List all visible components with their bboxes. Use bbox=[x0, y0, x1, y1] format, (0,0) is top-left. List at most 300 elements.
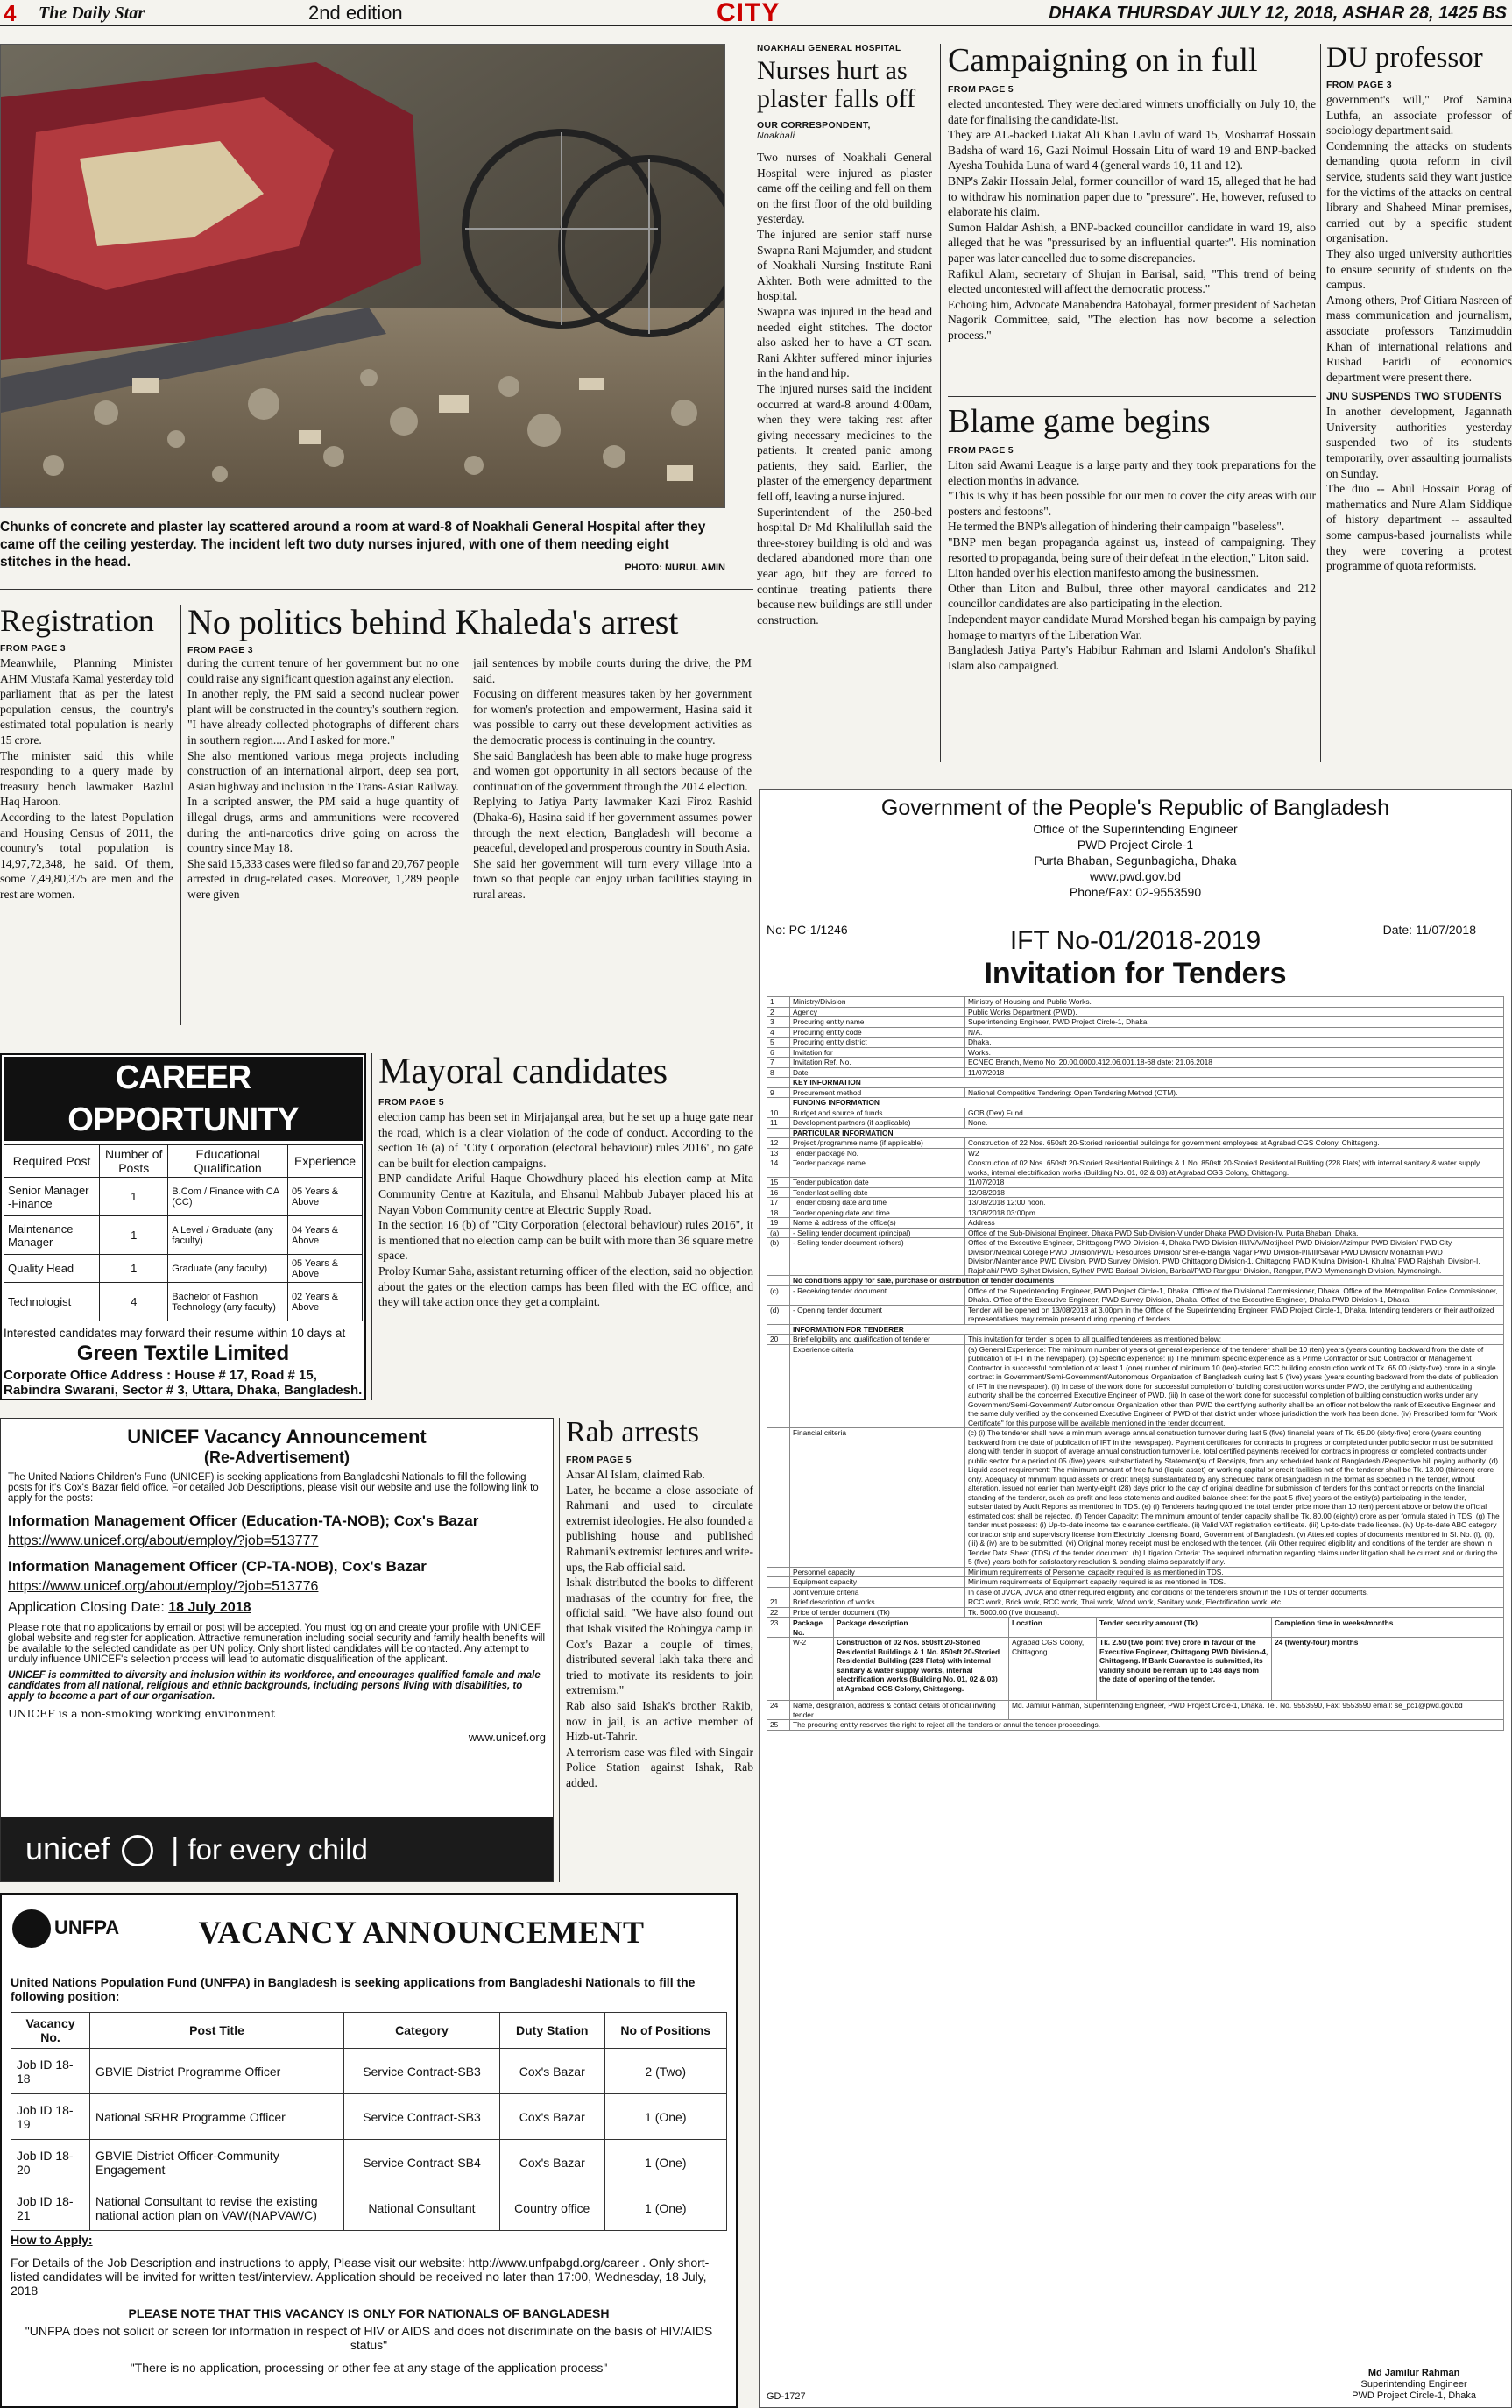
cell: This invitation for tender is open to all qualified tenderers as mentioned below: bbox=[965, 1335, 1504, 1345]
sign-title: Superintending Engineer bbox=[1360, 2379, 1467, 2390]
table-row bbox=[767, 1324, 1504, 1335]
cell: 20 bbox=[767, 1335, 790, 1345]
pkg-header: Package description bbox=[834, 1618, 1009, 1638]
pkg-header: Completion time in weeks/months bbox=[1272, 1618, 1504, 1638]
table-row bbox=[767, 1187, 1504, 1198]
tender-circle: PWD Project Circle-1 bbox=[1077, 838, 1194, 852]
cell: 24 bbox=[767, 1701, 790, 1720]
table-row bbox=[767, 1017, 1504, 1028]
khaleda-headline: No politics behind Khaleda's arrest bbox=[187, 605, 679, 641]
table-row bbox=[767, 1058, 1504, 1068]
cell: - Opening tender document bbox=[790, 1305, 965, 1324]
cell: The procuring entity reserves the right to reject all the tenders or annul the tender proceedings. bbox=[790, 1720, 1504, 1731]
cell: Tender publication date bbox=[790, 1178, 965, 1188]
closing-label: Application Closing Date: bbox=[8, 1600, 165, 1615]
cell: Equipment capacity bbox=[790, 1577, 965, 1588]
career-title: CAREER OPPORTUNITY bbox=[4, 1057, 363, 1141]
cell: Works. bbox=[965, 1047, 1504, 1058]
unfpa-how: How to Apply: bbox=[11, 2233, 93, 2247]
tender-web[interactable]: www.pwd.gov.bd bbox=[1089, 869, 1181, 883]
rab-headline: Rab arrests bbox=[566, 1418, 700, 1448]
cell: 22 bbox=[767, 1607, 790, 1618]
cell: Invitation Ref. No. bbox=[790, 1058, 965, 1068]
rab-from: FROM PAGE 5 bbox=[566, 1455, 632, 1465]
career-header: Required Post bbox=[4, 1145, 100, 1178]
cell: 11/07/2018 bbox=[965, 1067, 1504, 1078]
cell: 1 bbox=[100, 1178, 168, 1216]
table-row bbox=[767, 1087, 1504, 1098]
cell bbox=[767, 1098, 790, 1108]
registration-from: FROM PAGE 3 bbox=[0, 643, 66, 654]
du-body: government's will," Prof Samina Luthfa, an associate professor of sociology department said. Condemning the attacks on students demanding quota reform in civil service, students said they want justice for the victims of the attacks on central library and Shaheed Minar premises, carried out by a specific student organisation. They also urged university authorities to ensure security of students on the campus. Among others, Prof Gitiara Nasreen of mass communication and journalism, associate professors Tanzimuddin Khan of international relations and Rushad Faridi of economics department were present there. bbox=[1326, 93, 1512, 384]
sign-name: Md Jamilur Rahman bbox=[1367, 2368, 1460, 2378]
registration-article bbox=[0, 605, 173, 1025]
cell: Personnel capacity bbox=[790, 1567, 965, 1577]
khaleda-from: FROM PAGE 3 bbox=[187, 645, 253, 655]
campaign-from: FROM PAGE 5 bbox=[948, 84, 1014, 95]
table-row bbox=[767, 1078, 1504, 1088]
cell: Senior Manager -Finance bbox=[4, 1178, 100, 1216]
du-article bbox=[1326, 44, 1512, 762]
cell: 19 bbox=[767, 1218, 790, 1229]
cell: A Level / Graduate (any faculty) bbox=[168, 1216, 288, 1255]
cell: 1 bbox=[100, 1216, 168, 1255]
nurses-place: Noakhali bbox=[757, 131, 795, 141]
tender-gov: Government of the People's Republic of Bangladesh bbox=[880, 796, 1390, 820]
unicef-divider: | bbox=[171, 1831, 180, 1866]
cell: Job ID 18-21 bbox=[11, 2185, 90, 2231]
table-row bbox=[767, 1607, 1504, 1618]
table-row bbox=[767, 1577, 1504, 1588]
table-row bbox=[11, 2185, 727, 2231]
rab-article bbox=[566, 1418, 753, 1882]
cell: National Consultant to revise the existing national action plan on VAW(NAPVAWC) bbox=[90, 2185, 344, 2231]
cell: Minimum requirements of Equipment capacity required is as mentioned in TDS. bbox=[965, 1577, 1504, 1588]
hospital-photo-image bbox=[1, 45, 725, 508]
cell: Development partners (if applicable) bbox=[790, 1118, 965, 1129]
table-row bbox=[767, 1067, 1504, 1078]
cell: GBVIE District Programme Officer bbox=[90, 2049, 344, 2094]
cell: Bachelor of Fashion Technology (any faculty) bbox=[168, 1283, 288, 1321]
masthead bbox=[0, 0, 1512, 26]
cell: Brief eligibility and qualification of tenderer bbox=[790, 1335, 965, 1345]
cell: Ministry of Housing and Public Works. bbox=[965, 997, 1504, 1008]
cell: Brief description of works bbox=[790, 1597, 965, 1608]
cell: Construction of 02 Nos. 650sft 20-Storied Residential Buildings & 1 No. 850sft 20-Storied Residential Building (228 Flats) with internal sanitary & water supply works, internal electrification works (Building No. 01, 02 & 03) at Agrabad CGS Colony, Chittagong. bbox=[965, 1158, 1504, 1178]
table-row bbox=[4, 1178, 363, 1216]
cell: Procuring entity district bbox=[790, 1038, 965, 1048]
section-title: CITY bbox=[717, 0, 781, 26]
cell: 23 bbox=[767, 1618, 790, 1638]
unicef-title: UNICEF Vacancy Announcement bbox=[127, 1426, 427, 1448]
cell: Office of the Superintending Engineer, PWD Project Circle-1, Dhaka. Office of the Divisional Commissioner, Dhaka. Office of the Metropolitan Police Commissioner, Dhaka. Office of the Executive Engineer, PWD Survey Division, Dhaka. Office of the Executive Engineer, Dhaka PWD Division-1, Dhaka. bbox=[965, 1285, 1504, 1305]
registration-headline: Registration bbox=[0, 605, 154, 638]
cell: Tender will be opened on 13/08/2018 at 3.00pm in the Office of the Superintending Engineer, PWD Project Circle-1, Dhaka. Intending tenderers or their authorized representatives may remain present during opening of tenders. bbox=[965, 1305, 1504, 1324]
cell: Tender opening date and time bbox=[790, 1208, 965, 1218]
cell: 25 bbox=[767, 1720, 790, 1731]
career-address: Corporate Office Address : House # 17, Road # 15, Rabindra Swarani, Sector # 3, Uttara, Dhaka, Bangladesh. bbox=[4, 1368, 363, 1398]
cell: Maintenance Manager bbox=[4, 1216, 100, 1255]
cell bbox=[767, 1078, 790, 1088]
cell: Dhaka. bbox=[965, 1038, 1504, 1048]
unicef-link-1[interactable]: https://www.unicef.org/about/employ/?job=513777 bbox=[8, 1533, 319, 1548]
cell: 1 (One) bbox=[604, 2140, 727, 2185]
cell: Address bbox=[965, 1218, 1504, 1229]
unicef-intro: The United Nations Children's Fund (UNICEF) is seeking applications from Bangladeshi Nationals to fill the following posts for it's Cox's Bazar field office. For detailed Job Descriptions, please visit our website and use the following link to apply for the posts: bbox=[8, 1472, 539, 1504]
table-row bbox=[767, 1238, 1504, 1276]
table-row bbox=[767, 1276, 1504, 1286]
cell: FUNDING INFORMATION bbox=[790, 1098, 1504, 1108]
career-note: Interested candidates may forward their resume within 10 days at bbox=[4, 1327, 346, 1340]
nurses-headline: Nurses hurt as plaster falls off bbox=[757, 56, 916, 113]
cell: 1 (One) bbox=[604, 2094, 727, 2140]
vacancy-header: Vacancy No. bbox=[11, 2013, 90, 2049]
table-row bbox=[767, 1027, 1504, 1038]
career-company: Green Textile Limited bbox=[76, 1342, 290, 1365]
cell: Tender closing date and time bbox=[790, 1198, 965, 1208]
unfpa-intro: United Nations Population Fund (UNFPA) in Bangladesh is seeking applications from Bangladeshi Nationals to fill the following position: bbox=[11, 1975, 696, 2003]
table-row bbox=[767, 1344, 1504, 1428]
unfpa-note: PLEASE NOTE THAT THIS VACANCY IS ONLY FOR NATIONALS OF BANGLADESH bbox=[128, 2306, 610, 2320]
cell: 11/07/2018 bbox=[965, 1178, 1504, 1188]
cell: GBVIE District Officer-Community Engagement bbox=[90, 2140, 344, 2185]
table-row bbox=[767, 1198, 1504, 1208]
tender-place: Purta Bhaban, Segunbagicha, Dhaka bbox=[1034, 853, 1237, 868]
cell: Service Contract-SB4 bbox=[344, 2140, 500, 2185]
unicef-logo-icon bbox=[122, 1835, 153, 1866]
cell: 6 bbox=[767, 1047, 790, 1058]
mayoral-headline: Mayoral candidates bbox=[378, 1053, 668, 1092]
cell: 3 bbox=[767, 1017, 790, 1028]
unicef-banner bbox=[1, 1817, 553, 1881]
edition-label: 2nd edition bbox=[308, 2, 403, 24]
unfpa-title: VACANCY ANNOUNCEMENT bbox=[198, 1915, 645, 1950]
khaleda-col2: jail sentences by mobile courts during the drive, the PM said. Focusing on different measures taken by her government for women's protection and empowerment, Hasina said it was possible to carry out these development activities as the democratic process is continuing in the country. She said Bangladesh has been able to make huge progress and women got opportunity in all sectors because of the continuation of the government through the 2014 election. Replying to Jatiya Party lawmaker Kazi Firoz Rashid (Dhaka-6), Hasina said if her government assumes power through the next election, Bangladesh will become a peaceful, developed and prosperous country in South Asia. She said her government will turn every village into a town so that people can enjoy urban facilities staying in rural areas. bbox=[473, 656, 752, 901]
cell: National Consultant bbox=[344, 2185, 500, 2231]
photo-credit: PHOTO: NURUL AMIN bbox=[625, 563, 725, 573]
cell: 12 bbox=[767, 1138, 790, 1149]
tender-ift: IFT No-01/2018-2019 bbox=[1009, 926, 1261, 955]
khaleda-col1: during the current tenure of her government but no one could raise any significant question against any election. In another reply, the PM said a second nuclear power plant will be constructed in the country's southern region. "I have already collected photographs of different chars in southern region.... And I asked for more." She also mentioned various mega projects including construction of an international airport, deep sea port, Asian highway and inclusion in the Trans-Asian Railway. In a scripted answer, the PM said a huge quantity of illegal drugs, arms and ammunitions were recovered during the anti-narcotics drive going on across the country since May 18. She said 15,333 cases were filed so far and 20,767 people arrested in drug-related cases. Moreover, 1,289 people were given bbox=[187, 656, 459, 901]
unicef-brand: unicef bbox=[25, 1831, 110, 1866]
cell: 05 Years & Above bbox=[287, 1255, 362, 1283]
cell: 1 (One) bbox=[604, 2185, 727, 2231]
cell: (a) General Experience: The minimum number of years of general experience of the tenderer shall be 10 (ten) years (years counting backward from the date of publication of IFT in the newspaper). (b) Specific experience: (i) The minimum specific experience as a Prime Contractor or Sub Contractor or Management Contractor in successful completion of at least 1 (one) number of minimum 10 (ten)-storied RCC building construction work of Tk. 65.00 (sixty-five) crore in a single contract in Government/Semi-Government/Autonomous Organization of Bangladesh during last 5 (five) years (years counting backward from the date of publication of IFT in the newspaper). (ii) In case of the work done for successful completion of building construction works under PWD, the certifying and authenticating authority shall be the concerned Executive Engineer of PWD. (iii) In case of the work done for successful completion of building construction works under any Government/Semi-Government/ Autonomous Organization other than PWD the certifying authority shall be an officer not below the rank of Executive Engineer and the same duly verified by the concerned Executive Engineer of PWD of that district under whose jurisdiction the work has been done. (iv) Prescribed form for "Work Certificate" for this purpose will be available mentioned in the tender document. bbox=[965, 1344, 1504, 1428]
registration-body: Meanwhile, Planning Minister AHM Mustafa Kamal yesterday told parliament that as per the latest population census, the country's estimated total population is nearly 15 crore. The minister said this while responding to a query made by treasury bench lawmaker Bazlul Haq Haroon. According to the latest Population and Housing Census of 2011, the country's total population is 14,97,72,348, he said. Of them, some 7,49,80,375 are men and the rest are women. bbox=[0, 656, 173, 901]
table-row bbox=[767, 1007, 1504, 1017]
vacancy-header: Category bbox=[344, 2013, 500, 2049]
cell bbox=[767, 1428, 790, 1568]
cell: 1 bbox=[100, 1255, 168, 1283]
unfpa-logo-text: UNFPA bbox=[54, 1916, 120, 1938]
table-row bbox=[767, 1305, 1504, 1324]
tender-title: Invitation for Tenders bbox=[984, 957, 1287, 990]
career-header: Educational Qualification bbox=[168, 1145, 288, 1178]
cell: 12/08/2018 bbox=[965, 1187, 1504, 1198]
cell: - Receiving tender document bbox=[790, 1285, 965, 1305]
divider bbox=[0, 589, 753, 590]
table-row bbox=[767, 997, 1504, 1008]
page-number: 4 bbox=[4, 0, 17, 26]
cell: (a) bbox=[767, 1228, 790, 1238]
cell: None. bbox=[965, 1118, 1504, 1129]
table-row bbox=[767, 1638, 1504, 1701]
cell: Md. Jamilur Rahman, Superintending Engineer, PWD Project Circle-1, Dhaka. Tel. No. 9553590, Fax: 9553590 email: se_pc1@pwd.gov.bd bbox=[1009, 1701, 1504, 1720]
tender-gd: GD-1727 bbox=[767, 2391, 806, 2402]
issue-date: DHAKA THURSDAY JULY 12, 2018, ASHAR 28, 1425 BS bbox=[1049, 4, 1507, 23]
table-row bbox=[4, 1255, 363, 1283]
cell: Minimum requirements of Personnel capacity required is as mentioned in TDS. bbox=[965, 1567, 1504, 1577]
cell: 24 (twenty-four) months bbox=[1272, 1638, 1504, 1701]
table-row bbox=[767, 1128, 1504, 1138]
cell: 04 Years & Above bbox=[287, 1216, 362, 1255]
cell: - Selling tender document (others) bbox=[790, 1238, 965, 1276]
column-divider bbox=[180, 605, 181, 1025]
table-row bbox=[11, 2140, 727, 2185]
table-row bbox=[767, 1138, 1504, 1149]
cell: 8 bbox=[767, 1067, 790, 1078]
unicef-job-2: Information Management Officer (CP-TA-NOB), Cox's Bazar bbox=[8, 1558, 427, 1575]
cell: Price of tender document (Tk) bbox=[790, 1607, 965, 1618]
campaign-body: elected uncontested. They were declared winners unofficially on July 10, the date for finalising the candidate-list. They are AL-backed Liakat Ali Khan Lavlu of ward 15, Mosharraf Hossain Badsha of ward 16, Gazi Noimul Hossain Litu of ward 19 and BNP-backed Ayesha Touhida Luna of ward 4 (general wards 10, 11 and 12). BNP's Zakir Hossain Jelal, former councillor of ward 15, alleged that he had to withdraw his nomination paper due to "pressure". He, however, refused to elaborate his claim. Sumon Haldar Ashish, a BNP-backed councillor candidate in ward 19, also alleged that he was "pressurised by an influential quarter". His nomination paper was later cancelled due to some discrepancies. Rafikul Alam, secretary of Shujan in Barisal, said, "This trend of being elected uncontested will affect the democratic process." Echoing him, Advocate Manabendra Batobayal, former president of Sachetan Nagorik Committee, said, "The election has now become a selection process." bbox=[948, 97, 1316, 342]
nurses-article bbox=[757, 44, 932, 762]
unicef-web[interactable]: www.unicef.org bbox=[468, 1731, 546, 1744]
du-from: FROM PAGE 3 bbox=[1326, 80, 1392, 90]
unicef-subtitle: (Re-Advertisement) bbox=[203, 1448, 350, 1466]
cell: Invitation for bbox=[790, 1047, 965, 1058]
cell: Agrabad CGS Colony, Chittagong bbox=[1009, 1638, 1097, 1701]
table-row bbox=[767, 1208, 1504, 1218]
cell bbox=[767, 1567, 790, 1577]
tender-no: No: PC-1/1246 bbox=[767, 923, 848, 937]
blame-headline: Blame game begins bbox=[948, 405, 1211, 440]
pkg-header: Package No. bbox=[790, 1618, 834, 1638]
du-headline: DU professor bbox=[1326, 44, 1483, 74]
nurses-body: Two nurses of Noakhali General Hospital were injured as plaster came off the ceiling and fell on them on the first floor of the old building yesterday. The injured are senior staff nurse Swapna Rani Majumder, and student of Noakhali Nursing Institute Rani Akhter. Both were admitted to the hospital. Swapna was injured in the head and needed eight stitches. The doctor also asked her to have a CT scan. Rani Akhter suffered minor injuries in the hand and hip. The injured nurses said the incident occurred at ward-8 around 4:00am, when they were taking rest after giving necessary medicines to the patients. It created panic among patients, they said. Earlier, the plaster of the emergency department fell off, leaving a nurse injured. Superintendent of the 250-bed hospital Dr Md Khalilullah said the three-storey building is old and was declared abandoned more than one year ago, but they are forced to continue treating patients there because new buildings are still under construction. bbox=[757, 151, 932, 627]
table-row bbox=[767, 1038, 1504, 1048]
cell bbox=[767, 1587, 790, 1597]
cell: Office of the Executive Engineer, Chittagong PWD Division-4, Dhaka PWD Division-III/IV/V/Motijheel PWD Division/Azimpur PWD Division/ PWD City Division/Medical College PWD Division/PWD Resources Division/ Sher-e-Bangla Nagar PWD Division-I/II/III/Savar PWD Division/ Mohakhali PWD Division/Maintenance PWD Division, PWD Survey Division, PWD Chittagong Division-1, Chittagong PWD Khulna Division-I, Khulna/ PWD Rajshahi Division-I, Rajshahi/ PWD Sylhet Division, Sylhet/ PWD Barisal Division, Barisal/PWD Rangpur Division, Rangpur, PWD Mymensingh Division, Mymensingh. bbox=[965, 1238, 1504, 1276]
cell: Name & address of the office(s) bbox=[790, 1218, 965, 1229]
table-row bbox=[767, 1228, 1504, 1238]
nurses-kicker: NOAKHALI GENERAL HOSPITAL bbox=[757, 44, 901, 53]
blame-article bbox=[948, 405, 1316, 762]
table-row bbox=[767, 1118, 1504, 1129]
table-row bbox=[767, 1335, 1504, 1345]
cell: 9 bbox=[767, 1087, 790, 1098]
unfpa-logo bbox=[12, 1907, 144, 1949]
cell: Tender package name bbox=[790, 1158, 965, 1178]
cell: PARTICULAR INFORMATION bbox=[790, 1128, 1504, 1138]
table-row bbox=[767, 1108, 1504, 1118]
table-row bbox=[11, 2049, 727, 2094]
cell: (c) (i) The tenderer shall have a minimum average annual construction turnover during last 5 (five) financial years of Tk. 65.00 (sixty-five) crore (years counting backward from the date of publication of IFT in the newspaper). Payment certificates for contracts in progress or completed under public sector must be submitted along with tender in support of average annual construction turnover i.e. total certified payments received for contracts in progress or completed contracts under public sector for a period of 05 (five) years, substantiated by Statement(s) of Receipts, from any scheduled bank of Bangladesh /Respective bill paying authority. (d) Liquid asset requirement: The minimum amount of free fund (liquid asset) or working capital or credit facilities net of the tenderer shall be Tk. 13.00 (thirteen) crore only. Adequacy of minimum liquid assets or credit line(s) substantiated by any scheduled bank of Bangladesh in the format as specified in the tender, without alteration, issued not earlier than twenty-eight (28) days prior to the day of original deadline for submission of tenders for this contract or reports on the financial standing of the tenderer, such as profit and loss statements and audited balance sheet for the past 5 (five) years of the entity(s) participating in the tender, substantiated by Audit Reports as mentioned in TDS. (e) (i) Tenderers having quoted the total tender price more than 10 (ten) percent above or below the official estimated cost shall be rejected. (f) Tender Capacity: The minimum amount of tender capacity shall be Tk. 80.00 (eighty) crore as per formula stated in TDS. (g) The tender must possess: (i) Up-to-date income tax clearance certificate. (ii) Valid VAT registration certificate. (iii) Up-to-date trade license. (iv) Up-to-date ABC category contractor ship and supervisory license from Electricity Licensing Board, Government of Bangladesh. (v) Attested copies of documents mentioned in Sl. No. (i), (ii), (iii) & (iv) are to be submitted. (vi) Original money receipt must be enclosed with the tender. (vii) Other required eligibility and conditions of the tender are shown in Tender Data Sheet (TDS) of the tender document. (h) Litigation Criteria: The required information regarding claims under litigation shall be current and or during the 5 (five) years both for satisfactory resolution & pending claims separately if any. bbox=[965, 1428, 1504, 1568]
cell: Joint venture criteria bbox=[790, 1587, 965, 1597]
cell: 7 bbox=[767, 1058, 790, 1068]
unfpa-table bbox=[11, 2012, 727, 2231]
khaleda-article bbox=[187, 605, 753, 1025]
cell: 05 Years & Above bbox=[287, 1178, 362, 1216]
cell: Tender package No. bbox=[790, 1148, 965, 1158]
pkg-header: Location bbox=[1009, 1618, 1097, 1638]
cell: INFORMATION FOR TENDERER bbox=[790, 1324, 1504, 1335]
tender-notice bbox=[759, 789, 1512, 2408]
mayoral-from: FROM PAGE 5 bbox=[378, 1097, 444, 1108]
cell: Public Works Department (PWD). bbox=[965, 1007, 1504, 1017]
unfpa-quote-1: "UNFPA does not solicit or screen for information in respect of HIV or AIDS and does not discriminate on the basis of HIV/AIDS status" bbox=[25, 2324, 713, 2352]
cell: B.Com / Finance with CA (CC) bbox=[168, 1178, 288, 1216]
cell: 13/08/2018 12:00 noon. bbox=[965, 1198, 1504, 1208]
du-body-2: In another development, Jagannath University authorities yesterday suspended two of its students temporarily, over assaulting journalists on Sunday. The duo -- Abul Hossain Porag of mathematics and Nure Alam Siddique of history department -- assaulted some campus-based journalists while they were covering a protest programme of quota reformists. bbox=[1326, 405, 1512, 573]
cell: ECNEC Branch, Memo No: 20.00.0000.412.06.001.18-68 date: 21.06.2018 bbox=[965, 1058, 1504, 1068]
table-row bbox=[11, 2094, 727, 2140]
table-row bbox=[767, 1098, 1504, 1108]
cell: W2 bbox=[965, 1148, 1504, 1158]
cell: 11 bbox=[767, 1118, 790, 1129]
cell: Financial criteria bbox=[790, 1428, 965, 1568]
cell: GOB (Dev) Fund. bbox=[965, 1108, 1504, 1118]
cell: W-2 bbox=[790, 1638, 834, 1701]
cell: - Selling tender document (principal) bbox=[790, 1228, 965, 1238]
cell: Quality Head bbox=[4, 1255, 100, 1283]
career-ad bbox=[0, 1053, 366, 1400]
cell: Office of the Sub-Divisional Engineer, Dhaka PWD Sub-Division-V under Dhaka PWD Division-IV, Purta Bhaban, Dhaka. bbox=[965, 1228, 1504, 1238]
column-divider bbox=[940, 44, 941, 762]
cell: RCC work, Brick work, RCC work, Thai work, Wood work, Sanitary work, Electrification work, etc. bbox=[965, 1597, 1504, 1608]
column-divider bbox=[1320, 44, 1321, 762]
nurses-byline: OUR CORRESPONDENT, bbox=[757, 120, 871, 131]
unfpa-logo-icon bbox=[12, 1909, 51, 1948]
divider bbox=[948, 396, 1316, 397]
cell: 15 bbox=[767, 1178, 790, 1188]
cell: (c) bbox=[767, 1285, 790, 1305]
cell: National SRHR Programme Officer bbox=[90, 2094, 344, 2140]
cell: 13/08/2018 03:00pm. bbox=[965, 1208, 1504, 1218]
unicef-closing bbox=[8, 1600, 546, 1616]
rab-body: Ansar Al Islam, claimed Rab. Later, he became a close associate of Rahmani and used to circulate extremist ideologies. He also founded a publishing house and published Rahmani's extremist lectures and write-ups, the Rab official said. Ishak distributed the books to different madrasas of the country for free, the official said. "We have also found out that Ishak visited the Rohingya camp in Cox's Bazar a couple of times, distributed several lakh taka there and tried to motivate its residents to join extremism." Rab also said Ishak's brother Rakib, now in jail, is an active member of Hizb-ut-Tahrir. A terrorism case was filed with Singair Police Station against Ishak, Rab added. bbox=[566, 1468, 753, 1789]
cell: 18 bbox=[767, 1208, 790, 1218]
cell: Cox's Bazar bbox=[499, 2094, 604, 2140]
cell: N/A. bbox=[965, 1027, 1504, 1038]
cell: Cox's Bazar bbox=[499, 2049, 604, 2094]
newspaper-logo: The Daily Star bbox=[39, 4, 145, 23]
cell: 2 (Two) bbox=[604, 2049, 727, 2094]
cell: Construction of 02 Nos. 650sft 20-Storied Residential Buildings & 1 No. 850sft 20-Storied Residential Building (228 Flats) with internal sanitary & water supply works, internal electrification works (Building No. 01, 02 & 03) at Agrabad CGS Colony, Chittagong. bbox=[834, 1638, 1009, 1701]
cell: Cox's Bazar bbox=[499, 2140, 604, 2185]
cell: National Competitive Tendering: Open Tendering Method (OTM). bbox=[965, 1087, 1504, 1098]
table-row bbox=[767, 1047, 1504, 1058]
cell: Job ID 18-18 bbox=[11, 2049, 90, 2094]
unicef-para-1: Please note that no applications by email or post will be accepted. You must log on and create your profile with UNICEF global website and register for application. Attractive remuneration including social security and family health benefits will be available to the selected candidate as per UN policy. Only short listed candidates will be contacted. Any attempt to unduly influence UNICEF's selection process will lead to automatic disqualification of the applicant. bbox=[8, 1623, 546, 1665]
cell bbox=[767, 1324, 790, 1335]
table-row bbox=[767, 1148, 1504, 1158]
column-divider bbox=[371, 1053, 372, 1400]
cell bbox=[767, 1276, 790, 1286]
cell: Agency bbox=[790, 1007, 965, 1017]
cell: 5 bbox=[767, 1038, 790, 1048]
cell: Tk. 2.50 (two point five) crore in favour of the Executive Engineer, Chittagong PWD Division-4, Chittagong. If Bank Guarantee is submitted, its validity should be remain up to 148 days from the date of opening of the tender. bbox=[1097, 1638, 1272, 1701]
blame-body: Liton said Awami League is a large party and they took preparations for the election months in advance. "This is why it has been possible for our men to cover the city areas with our posters and festoons". He termed the BNP's allegation of hindering their campaign "baseless". "BNP men began propaganda against us, instead of campaigning. They resorted to propaganda, being sure of their defeat in the election," Liton said. Liton handed over his election manifesto among the businessmen. Other than Liton and Bulbul, three other mayoral candidates and 212 councillor candidates are also participating in the election. Independent mayor candidate Murad Morshed began his campaign by paying homage to martyrs of the Liberation War. Bangladesh Jatiya Party's Habibur Rahman and Islami Andolon's Shafikul Islam also campaigned. bbox=[948, 458, 1316, 672]
cell: KEY INFORMATION bbox=[790, 1078, 1504, 1088]
unicef-ad bbox=[0, 1418, 554, 1882]
closing-date: 18 July 2018 bbox=[168, 1600, 251, 1615]
cell: 17 bbox=[767, 1198, 790, 1208]
tender-date: Date: 11/07/2018 bbox=[1382, 923, 1476, 937]
cell: Procuring entity code bbox=[790, 1027, 965, 1038]
cell: No conditions apply for sale, purchase or distribution of tender documents bbox=[790, 1276, 1504, 1286]
table-row bbox=[767, 1597, 1504, 1608]
table-row bbox=[767, 1567, 1504, 1577]
cell: Date bbox=[790, 1067, 965, 1078]
table-row bbox=[767, 1720, 1504, 1731]
vacancy-header: Post Title bbox=[90, 2013, 344, 2049]
cell: 4 bbox=[767, 1027, 790, 1038]
cell: Country office bbox=[499, 2185, 604, 2231]
pkg-header: Tender security amount (Tk) bbox=[1097, 1618, 1272, 1638]
cell: Construction of 22 Nos. 650sft 20-Storied residential buildings for government employees at Agrabad CGS Colony, Chittagong. bbox=[965, 1138, 1504, 1149]
cell: (b) bbox=[767, 1238, 790, 1276]
tender-table bbox=[767, 996, 1504, 1618]
du-subhead: JNU SUSPENDS TWO STUDENTS bbox=[1326, 390, 1502, 403]
career-header: Experience bbox=[287, 1145, 362, 1178]
cell bbox=[767, 1638, 790, 1701]
cell: Ministry/Division bbox=[790, 997, 965, 1008]
campaign-article bbox=[948, 44, 1316, 394]
cell: 21 bbox=[767, 1597, 790, 1608]
cell: Experience criteria bbox=[790, 1344, 965, 1428]
table-row bbox=[767, 1587, 1504, 1597]
cell: Service Contract-SB3 bbox=[344, 2049, 500, 2094]
mayoral-body: election camp has been set in Mirjajangal area, but he set up a huge gate near the road, which is a clear violation of the code of conduct. According to the section 16 (a) of "City Corporation (electoral behaviour) rules 2016", no gate can be built for election campaigns. BNP candidate Ariful Haque Chowdhury placed his election camp at Mita Community Centre at Kazitula, and Ehsanul Mahbub Jubayer placed his at Nayan Vobon Community centre at Electric Supply Road. In the section 16 (b) of "City Corporation (electoral behaviour) rules 2016", it is mentioned that no election camp can be built with more than 36 square metre space. Proloy Kumar Saha, assistant returning officer of the election, said no objection about the gates or the election camps has been filed with the EC office, and they will take action once they get a complaint. bbox=[378, 1110, 753, 1309]
cell: 2 bbox=[767, 1007, 790, 1017]
tender-package-table bbox=[767, 1618, 1504, 1731]
sign-office: PWD Project Circle-1, Dhaka bbox=[1352, 2390, 1476, 2401]
cell: 1 bbox=[767, 997, 790, 1008]
unicef-link-2[interactable]: https://www.unicef.org/about/employ/?job=513776 bbox=[8, 1579, 319, 1594]
cell: Tender last selling date bbox=[790, 1187, 965, 1198]
cell: 16 bbox=[767, 1187, 790, 1198]
cell: Tk. 5000.00 (five thousand). bbox=[965, 1607, 1504, 1618]
cell: In case of JVCA, JVCA and other required eligibility and conditions of the tenderers shown in the TDS of tender documents. bbox=[965, 1587, 1504, 1597]
table-row bbox=[767, 1178, 1504, 1188]
unicef-para-2: UNICEF is committed to diversity and inclusion within its workforce, and encourages qualified female and male candidates from all national, religious and ethnic backgrounds, including persons living with disabilities, to apply to become a part of our organisation. bbox=[8, 1670, 541, 1702]
mayoral-article bbox=[378, 1053, 753, 1400]
table-row bbox=[4, 1283, 363, 1321]
table-row bbox=[4, 1216, 363, 1255]
photo-caption: Chunks of concrete and plaster lay scattered around a room at ward-8 of Noakhali General Hospital after they came off the ceiling yesterday. The incident left two duty nurses injured, with one of them needing eight stitches in the head. bbox=[0, 520, 706, 570]
cell bbox=[767, 1577, 790, 1588]
cell: (d) bbox=[767, 1305, 790, 1324]
cell: Project /programme name (if applicable) bbox=[790, 1138, 965, 1149]
cell: 13 bbox=[767, 1148, 790, 1158]
career-header: Number of Posts bbox=[100, 1145, 168, 1178]
cell: Procuring entity name bbox=[790, 1017, 965, 1028]
cell: Name, designation, address & contact details of official inviting tender bbox=[790, 1701, 1009, 1720]
cell: Job ID 18-20 bbox=[11, 2140, 90, 2185]
cell bbox=[767, 1344, 790, 1428]
cell: Superintending Engineer, PWD Project Circle-1, Dhaka. bbox=[965, 1017, 1504, 1028]
blame-from: FROM PAGE 5 bbox=[948, 445, 1014, 456]
table-row bbox=[767, 1158, 1504, 1178]
cell: 14 bbox=[767, 1158, 790, 1178]
campaign-headline: Campaigning on in full bbox=[948, 44, 1258, 79]
tender-signature bbox=[1352, 2368, 1476, 2402]
unicef-tagline: for every child bbox=[187, 1833, 368, 1866]
unfpa-apply: For Details of the Job Description and instructions to apply, Please visit our website: http://www.unfpabgd.org/career . Only short-listed candidates will be invited for written test/interview. Application should be received no later than 17:00, Wednesday, 18 July, 2018 bbox=[11, 2256, 710, 2298]
cell: Technologist bbox=[4, 1283, 100, 1321]
tender-office: Office of the Superintending Engineer bbox=[1033, 822, 1238, 836]
cell: 02 Years & Above bbox=[287, 1283, 362, 1321]
